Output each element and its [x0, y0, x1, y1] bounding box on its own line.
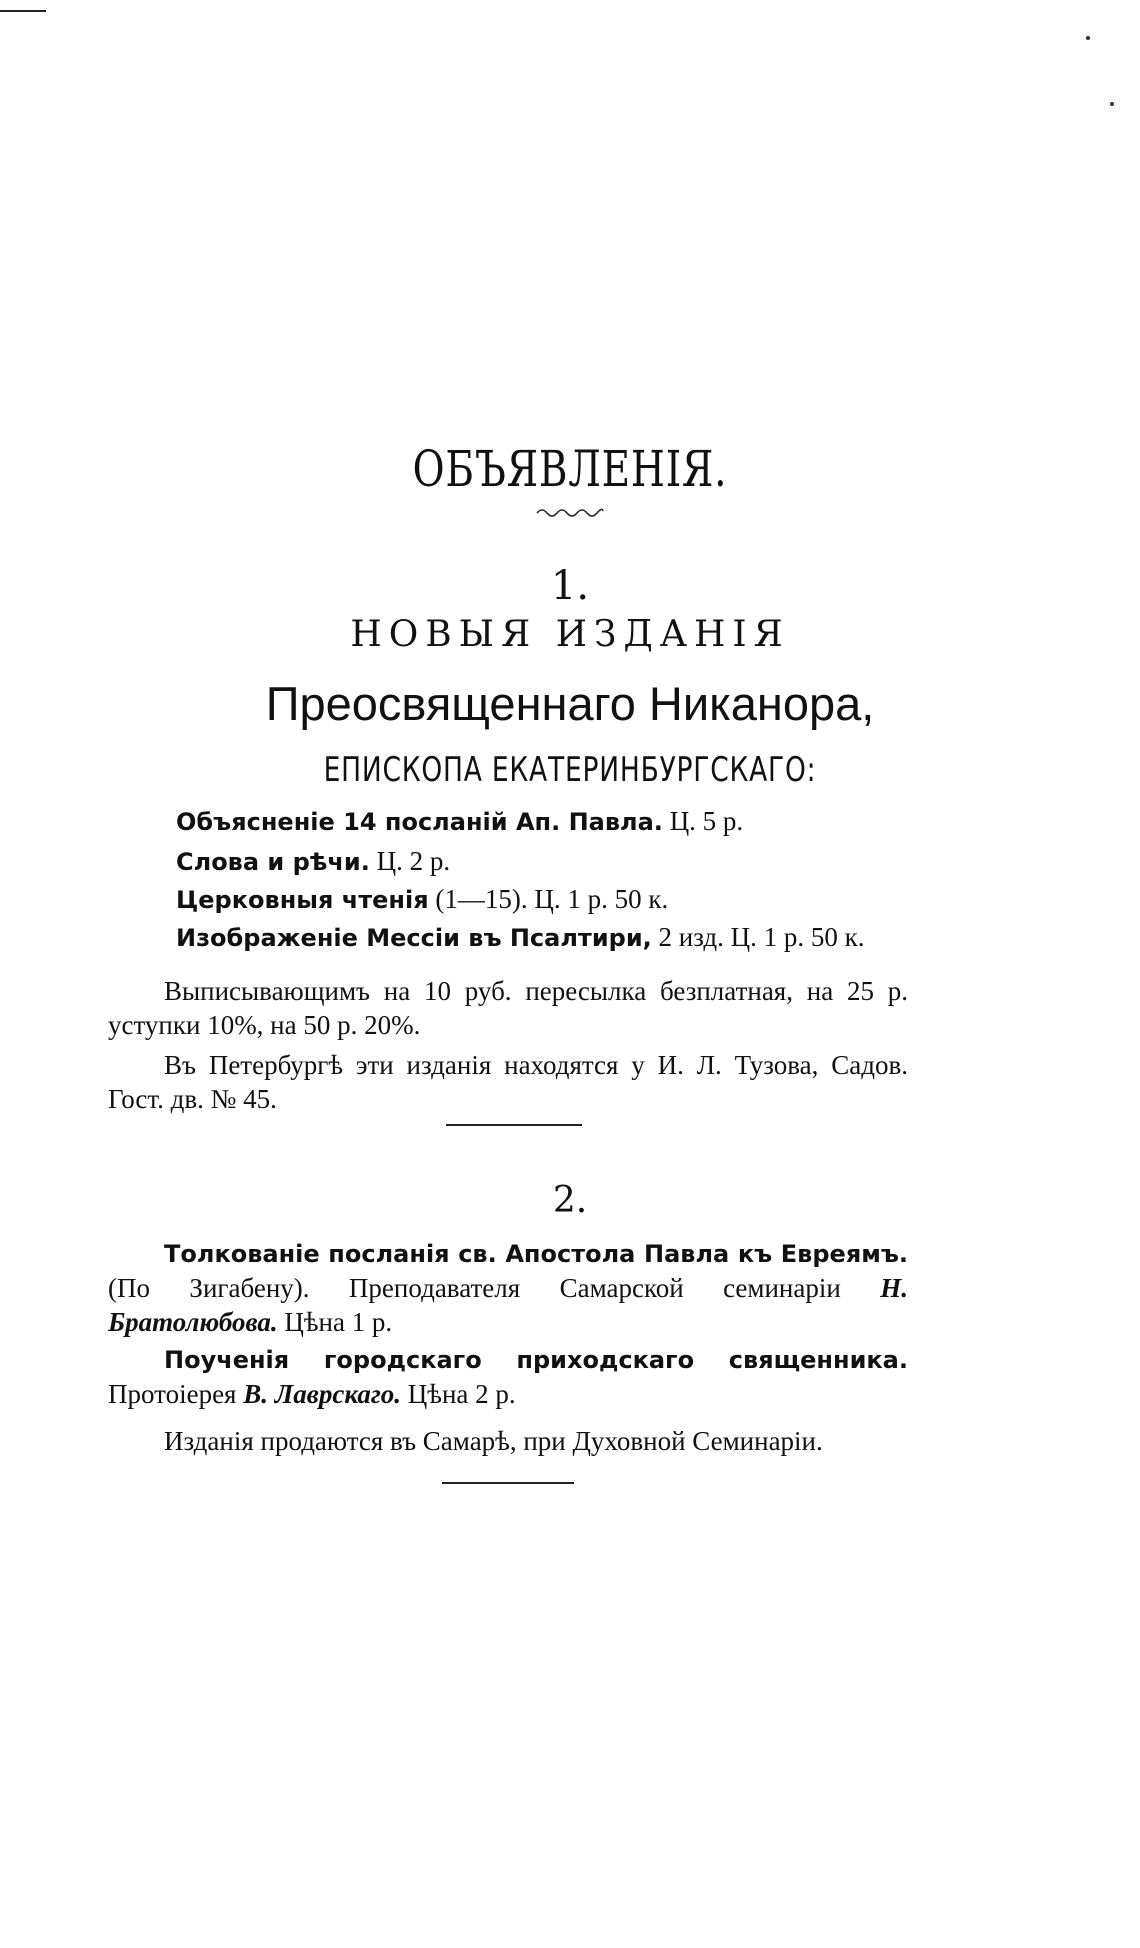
- scan-edge-mark: [0, 10, 46, 12]
- scan-speck: [1110, 102, 1114, 106]
- listing-item: [108, 1236, 908, 1339]
- book-item: [176, 806, 743, 837]
- listing-author: Н. Братолюбова.: [108, 1273, 908, 1337]
- book-item: [176, 846, 450, 877]
- listing-price: Цѣна 1 р.: [284, 1307, 393, 1337]
- book-item: [176, 922, 865, 953]
- discount-note: Выписывающимъ на 10 руб. пересылка безплатная, на 25 р. уступки 10%, на 50 р. 20%.: [108, 976, 908, 1040]
- book-title: Церковныя чтенія: [176, 886, 429, 914]
- section-divider: [446, 1124, 582, 1126]
- section-number-2: 2.: [552, 1180, 588, 1221]
- book-title: Изображеніе Мессіи въ Псалтири,: [176, 924, 652, 952]
- book-price: 2 изд. Ц. 1 р. 50 к.: [658, 922, 865, 952]
- page-heading: ОБЪЯВЛЕНІЯ.: [412, 440, 728, 498]
- book-title: Слова и рѣчи.: [176, 848, 370, 876]
- listing-item: [108, 1342, 908, 1411]
- heading-ornament: [0, 505, 1140, 524]
- listing-title: Поученія городскаго приходскаго священника.: [164, 1346, 908, 1374]
- sale-note: Изданія продаются въ Самарѣ, при Духовной Семинаріи.: [164, 1426, 823, 1456]
- end-divider: [442, 1482, 574, 1484]
- book-price: Ц. 5 р.: [669, 806, 744, 836]
- book-item: [176, 884, 668, 915]
- book-price: Ц. 2 р.: [376, 846, 451, 876]
- author-title: ЕПИСКОПА ЕКАТЕРИНБУРГСКАГО:: [323, 750, 817, 790]
- listing-price: Цѣна 2 р.: [407, 1379, 516, 1409]
- listing-author: В. Лаврскаго.: [243, 1379, 402, 1409]
- scan-speck: [1086, 36, 1090, 40]
- listing-text: (По Зигабену). Преподавателя Самарской семинаріи: [108, 1273, 841, 1303]
- listing-title: Толкованіе посланія св. Апостола Павла къ Евреямъ.: [164, 1240, 908, 1268]
- book-title: Объясненіе 14 посланій Ап. Павла.: [176, 808, 663, 836]
- petersburg-note: Въ Петербургѣ эти изданія находятся у И. Л. Тузова, Садов. Гост. дв. № 45.: [108, 1050, 908, 1114]
- book-price: (1—15). Ц. 1 р. 50 к.: [435, 884, 669, 914]
- section-number-1: 1.: [550, 563, 590, 609]
- section-title: НОВЫЯ ИЗДАНІЯ: [350, 614, 790, 655]
- listing-text: Протоіерея: [108, 1379, 237, 1409]
- author-name: Преосвященнаго Никанора,: [265, 677, 875, 730]
